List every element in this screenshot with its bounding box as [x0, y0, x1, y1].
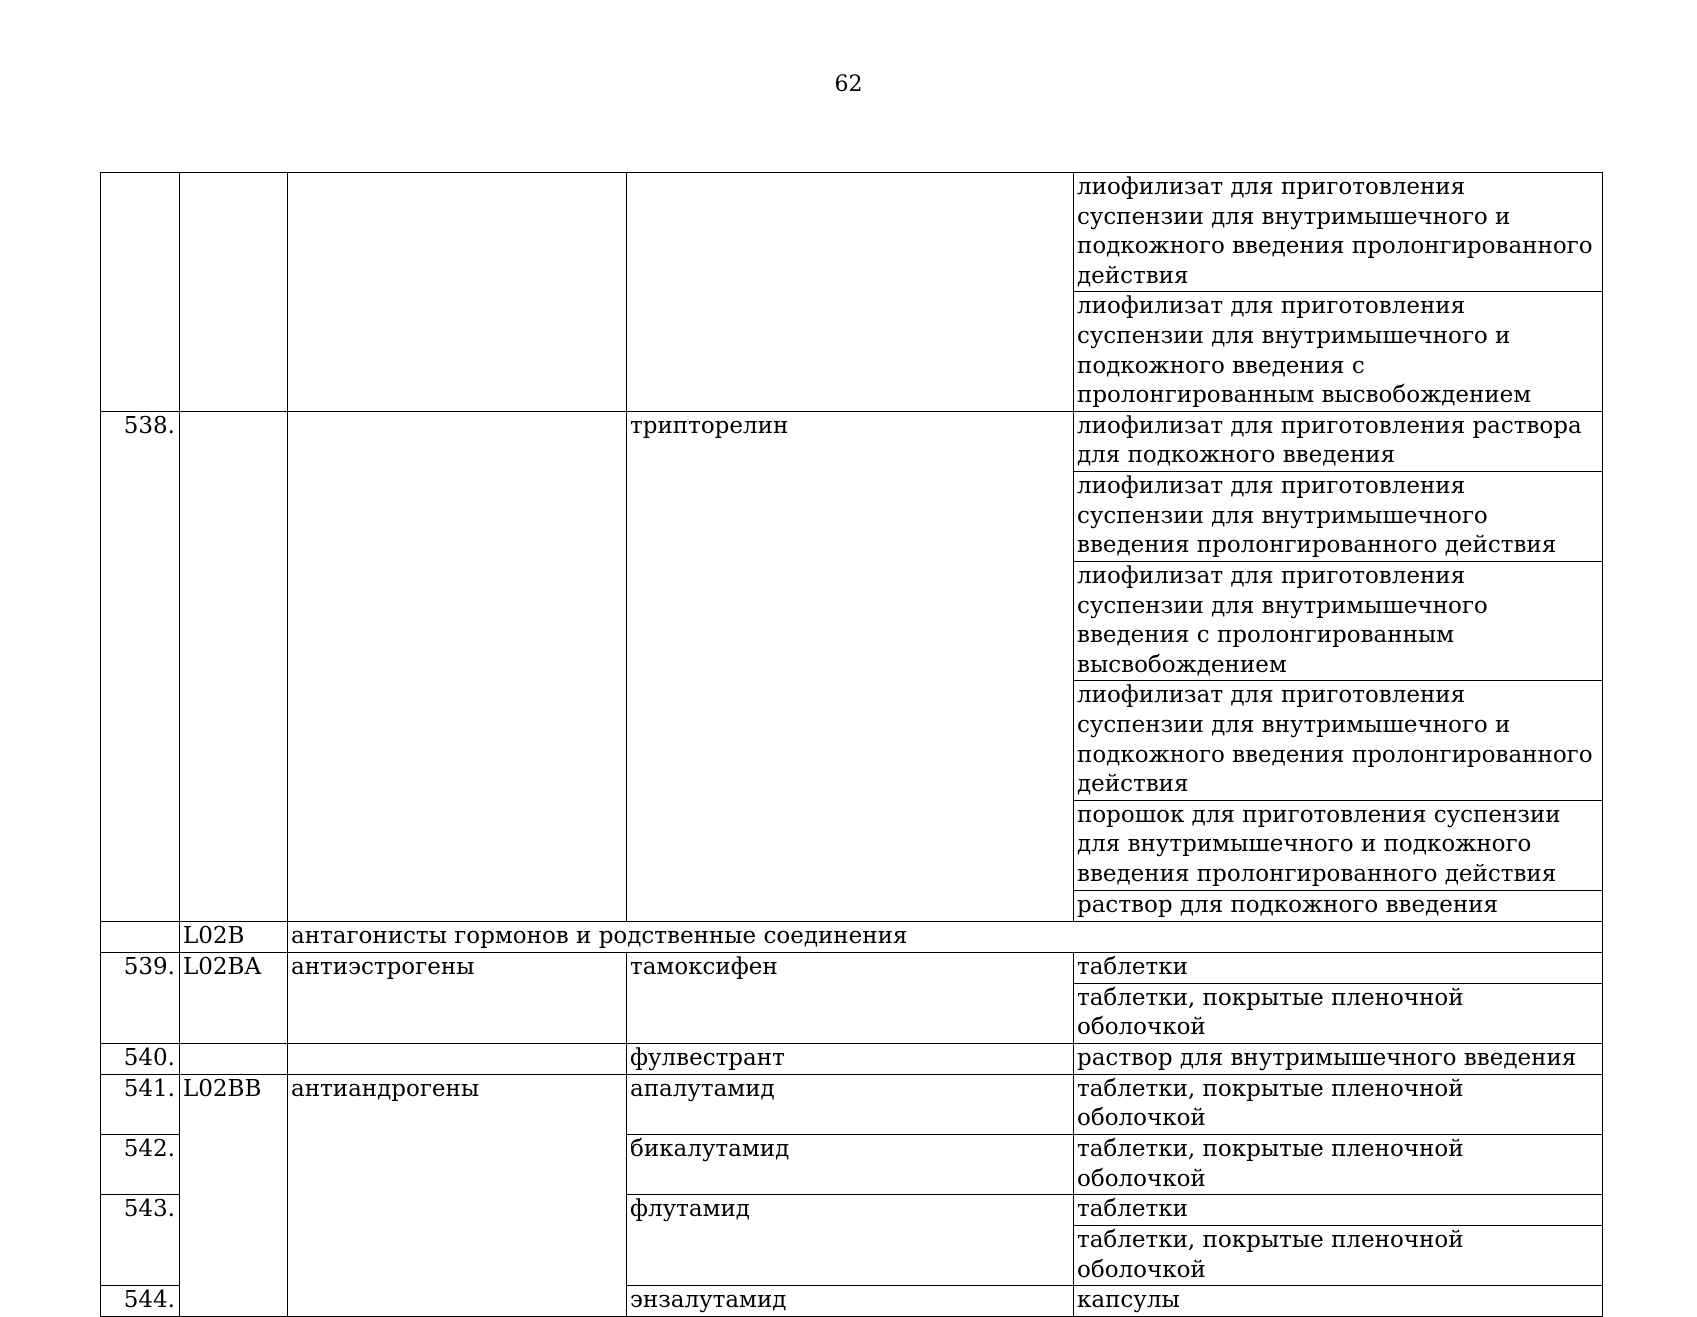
group-name: [288, 1043, 627, 1074]
group-name: [288, 411, 627, 921]
dosage-form: таблетки: [1074, 952, 1603, 983]
table-row: [101, 173, 1603, 292]
drug-name: фулвестрант: [627, 1043, 1074, 1074]
drug-name: энзалутамид: [627, 1286, 1074, 1317]
drug-name: тамоксифен: [627, 952, 1074, 1043]
drug-name: [627, 173, 1074, 412]
drug-name: бикалутамид: [627, 1135, 1074, 1195]
table-row: [101, 921, 1603, 952]
row-number: 543.: [101, 1195, 180, 1286]
dosage-form: таблетки, покрытые пленочной оболочкой: [1074, 983, 1603, 1043]
row-number: 538.: [101, 411, 180, 921]
table-row: [101, 1043, 1603, 1074]
table-row: [101, 952, 1603, 983]
dosage-form: лиофилизат для приготовления суспензии для внутримышечного и подкожного введения пролонгированного действия: [1074, 173, 1603, 292]
drug-name: апалутамид: [627, 1074, 1074, 1134]
dosage-form: таблетки, покрытые пленочной оболочкой: [1074, 1074, 1603, 1134]
dosage-form: капсулы: [1074, 1286, 1603, 1317]
atc-code: [180, 411, 288, 921]
atc-code: L02B: [180, 921, 288, 952]
row-number: 539.: [101, 952, 180, 1043]
dosage-form: таблетки: [1074, 1195, 1603, 1226]
row-number: [101, 921, 180, 952]
atc-code: [180, 1043, 288, 1074]
page-number: 62: [834, 72, 863, 97]
drug-list-table: [100, 172, 1603, 1317]
dosage-form: раствор для внутримышечного введения: [1074, 1043, 1603, 1074]
dosage-form: лиофилизат для приготовления суспензии для внутримышечного и подкожного введения пролонгированного действия: [1074, 681, 1603, 800]
drug-name: флутамид: [627, 1195, 1074, 1286]
row-number: [101, 173, 180, 412]
row-number: 542.: [101, 1135, 180, 1195]
dosage-form: лиофилизат для приготовления раствора для подкожного введения: [1074, 411, 1603, 471]
atc-code: L02BB: [180, 1074, 288, 1317]
atc-code: [180, 173, 288, 412]
dosage-form: лиофилизат для приготовления суспензии для внутримышечного введения пролонгированного действия: [1074, 471, 1603, 561]
group-name: [288, 173, 627, 412]
row-number: 544.: [101, 1286, 180, 1317]
row-number: 541.: [101, 1074, 180, 1134]
dosage-form: таблетки, покрытые пленочной оболочкой: [1074, 1135, 1603, 1195]
dosage-form: лиофилизат для приготовления суспензии для внутримышечного введения с пролонгированным высвобождением: [1074, 561, 1603, 680]
dosage-form: лиофилизат для приготовления суспензии для внутримышечного и подкожного введения с пролонгированным высвобождением: [1074, 292, 1603, 411]
group-name: антиэстрогены: [288, 952, 627, 1043]
table-row: [101, 1074, 1603, 1134]
row-number: 540.: [101, 1043, 180, 1074]
drug-name: трипторелин: [627, 411, 1074, 921]
dosage-form: порошок для приготовления суспензии для внутримышечного и подкожного введения пролонгированного действия: [1074, 800, 1603, 890]
table-row: [101, 411, 1603, 471]
dosage-form: таблетки, покрытые пленочной оболочкой: [1074, 1226, 1603, 1286]
group-name: антагонисты гормонов и родственные соединения: [288, 921, 1603, 952]
group-name: антиандрогены: [288, 1074, 627, 1317]
dosage-form: раствор для подкожного введения: [1074, 890, 1603, 921]
atc-code: L02BA: [180, 952, 288, 1043]
